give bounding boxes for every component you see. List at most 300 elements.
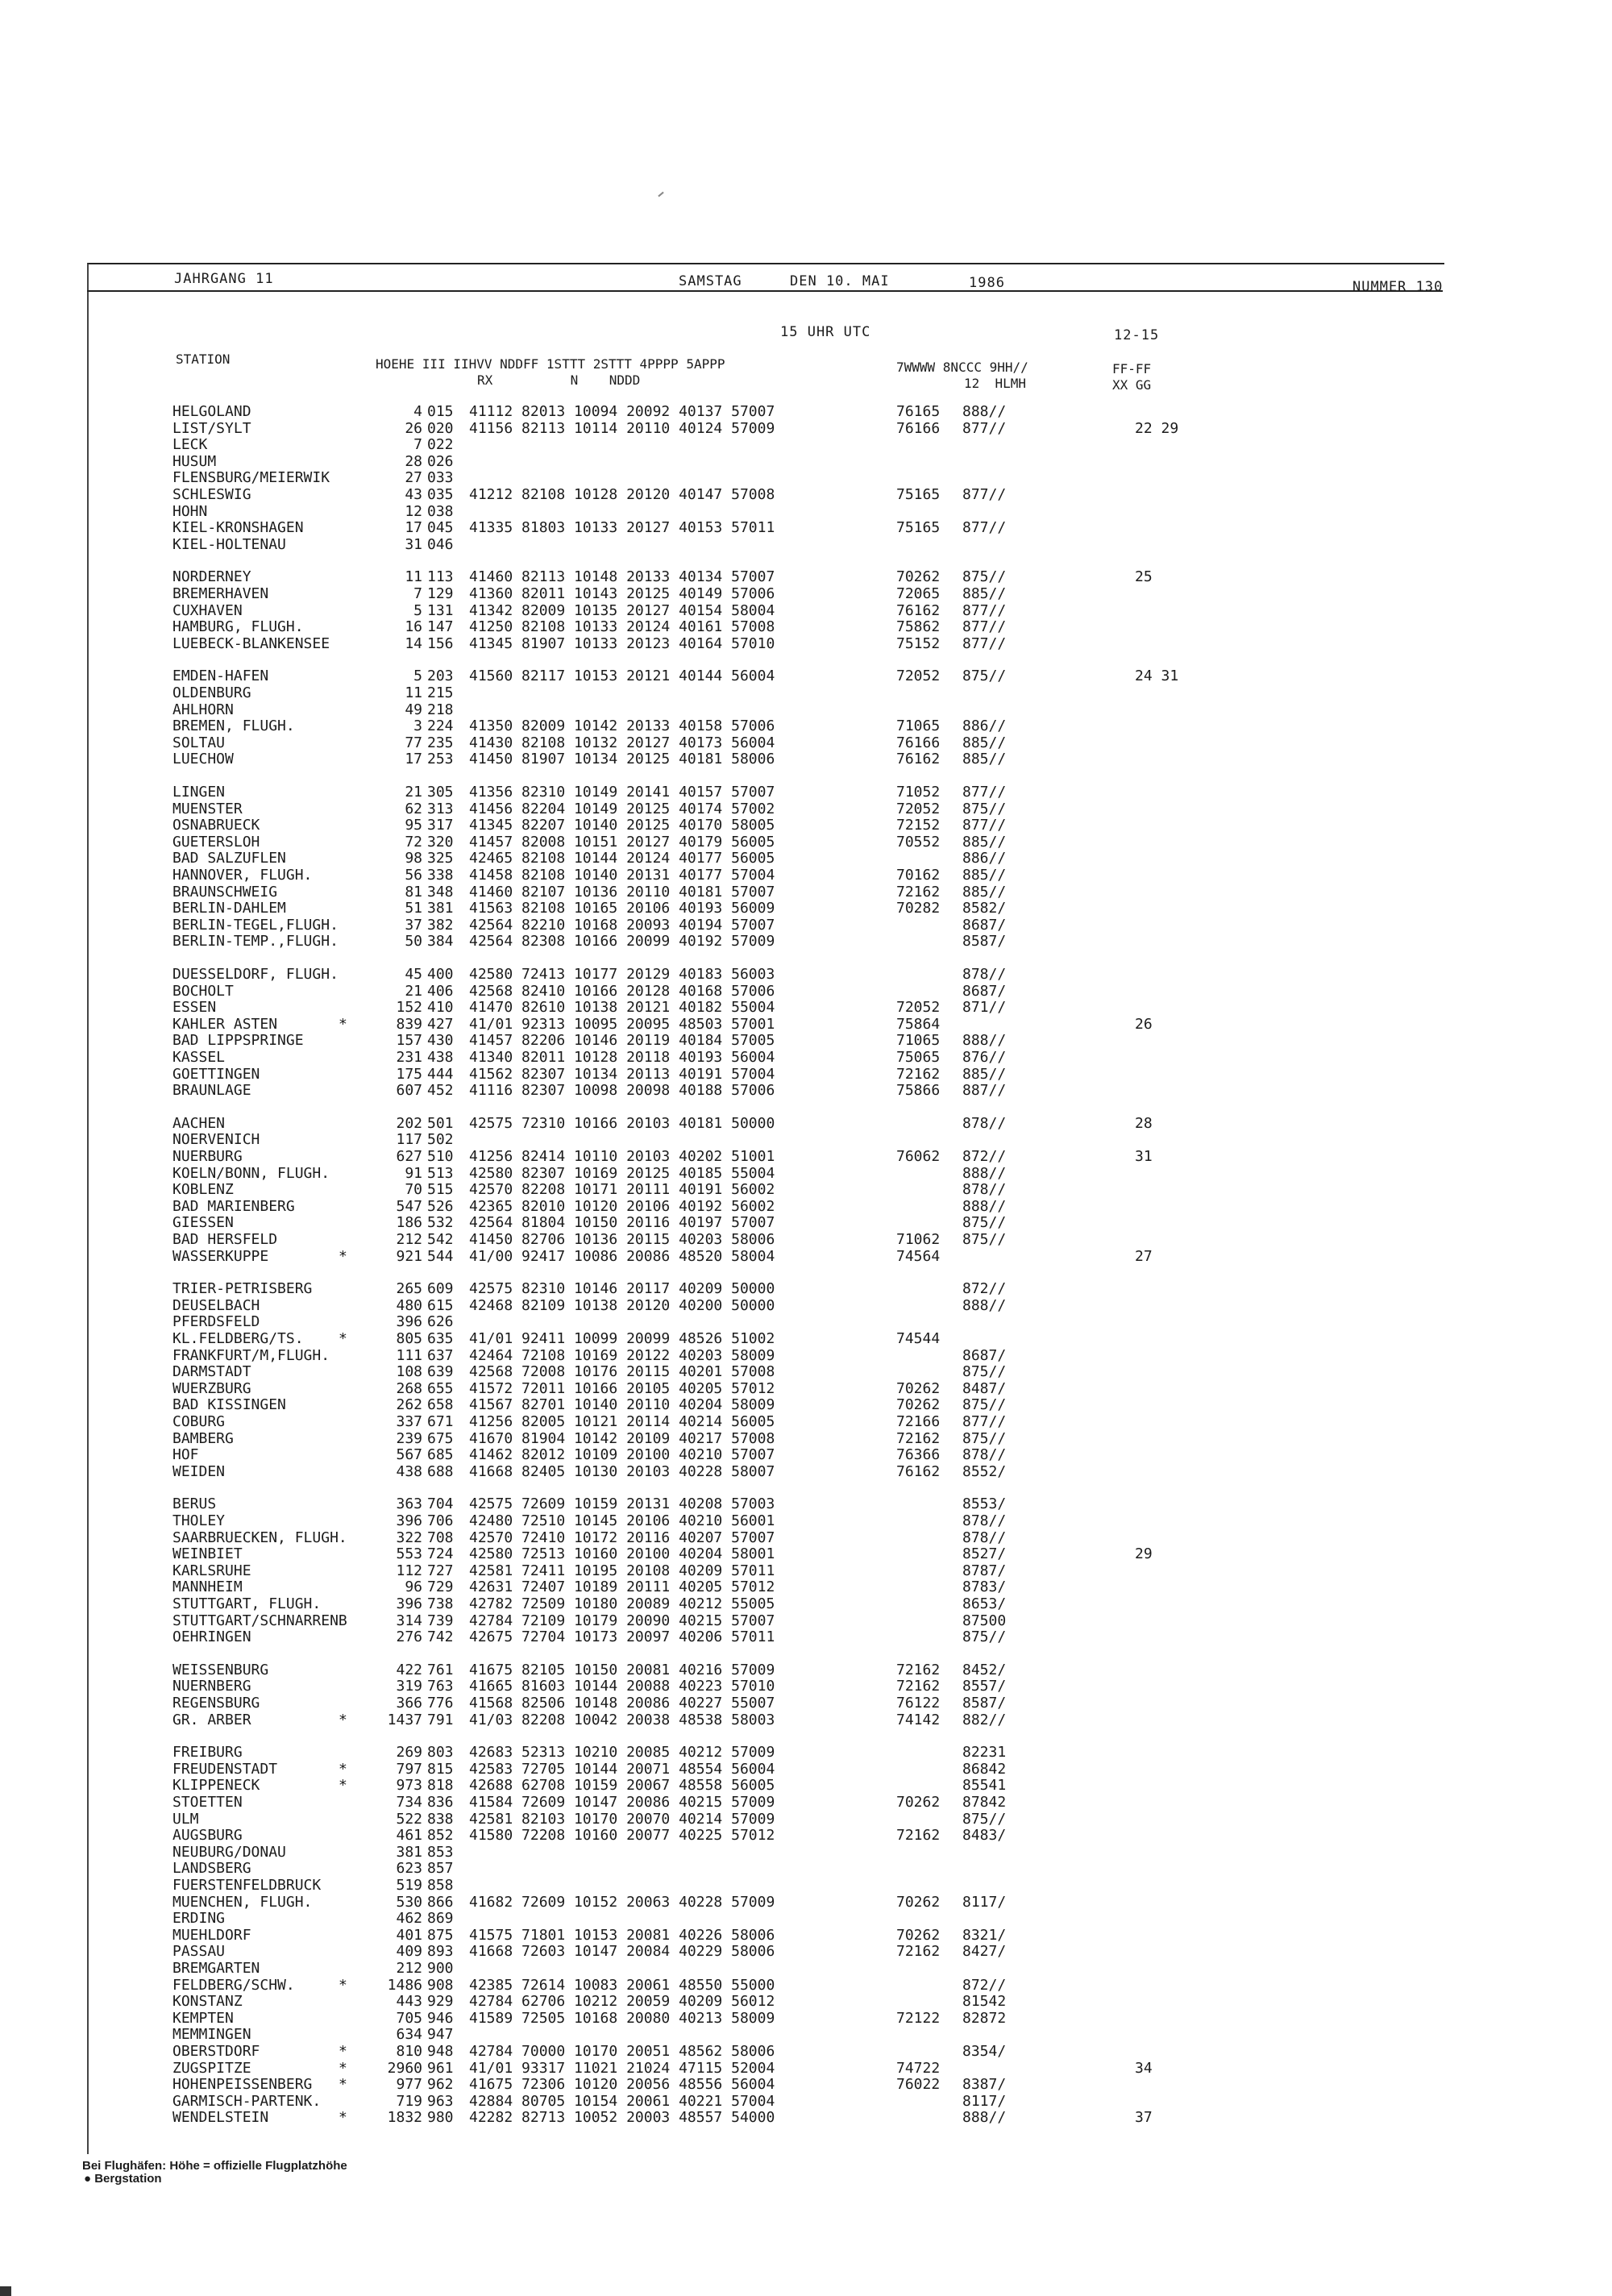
synop-groups: 41668 82405 10130 20103 40228 58007 bbox=[469, 1463, 775, 1480]
station-height: 175 bbox=[396, 1066, 422, 1083]
station-height: 212 bbox=[396, 1231, 422, 1248]
synop-groups: 42583 72705 10144 20071 48554 56004 bbox=[469, 1761, 775, 1778]
station-name: KL.FELDBERG/TS. bbox=[172, 1330, 304, 1347]
synop-groups: 41450 81907 10134 20125 40181 58006 bbox=[469, 751, 775, 767]
wind-gust: 28 bbox=[1135, 1115, 1153, 1132]
station-height: 28 bbox=[405, 453, 422, 470]
station-height: 567 bbox=[396, 1446, 422, 1463]
synop-groups: 41462 82012 10109 20100 40210 57007 bbox=[469, 1446, 775, 1463]
station-name: NORDERNEY bbox=[172, 568, 251, 585]
station-height: 239 bbox=[396, 1430, 422, 1447]
weather-group: 72162 bbox=[896, 1943, 941, 1960]
station-name: NUERBURG bbox=[172, 1148, 243, 1165]
cloud-group: 8553/ bbox=[962, 1495, 1007, 1512]
station-height: 45 bbox=[405, 966, 422, 983]
station-name: AUGSBURG bbox=[172, 1827, 243, 1844]
station-name: MEMMINGEN bbox=[172, 2026, 251, 2043]
cloud-group: 8687/ bbox=[962, 983, 1007, 1000]
synop-groups: 42784 62706 10212 20059 40209 56012 bbox=[469, 1993, 775, 2010]
station-id: 836 bbox=[427, 1794, 454, 1811]
station-id: 706 bbox=[427, 1512, 454, 1529]
station-name: BAD SALZUFLEN bbox=[172, 850, 286, 867]
column-groups-sub: RX N NDDD bbox=[477, 372, 641, 388]
station-height: 921 bbox=[396, 1248, 422, 1265]
station-name: BRAUNSCHWEIG bbox=[172, 884, 278, 901]
cloud-group: 877// bbox=[962, 519, 1007, 536]
station-name: HAMBURG, FLUGH. bbox=[172, 618, 304, 635]
station-name: KIEL-HOLTENAU bbox=[172, 536, 286, 553]
cloud-group: 886// bbox=[962, 718, 1007, 734]
column-wind-sub: XX GG bbox=[1112, 377, 1152, 393]
station-height: 3 bbox=[413, 718, 422, 734]
station-height: 21 bbox=[405, 784, 422, 801]
station-id: 430 bbox=[427, 1032, 454, 1049]
cloud-group: 886// bbox=[962, 850, 1007, 867]
weekday-label: SAMSTAG bbox=[679, 273, 742, 289]
station-name: SOLTAU bbox=[172, 734, 226, 751]
station-name: BOCHOLT bbox=[172, 983, 234, 1000]
weather-group: 76062 bbox=[896, 1148, 941, 1165]
weather-group: 71065 bbox=[896, 1032, 941, 1049]
station-id: 410 bbox=[427, 999, 454, 1016]
station-id: 615 bbox=[427, 1297, 454, 1314]
station-id: 129 bbox=[427, 585, 454, 602]
station-height: 396 bbox=[396, 1313, 422, 1330]
wind-gust: 37 bbox=[1135, 2109, 1153, 2126]
station-height: 705 bbox=[396, 2010, 422, 2027]
cloud-group: 872// bbox=[962, 1280, 1007, 1297]
cloud-group: 888// bbox=[962, 1032, 1007, 1049]
synop-groups: 41256 82005 10121 20114 40214 56005 bbox=[469, 1413, 775, 1430]
synop-groups: 41450 82706 10136 20115 40203 58006 bbox=[469, 1231, 775, 1248]
synop-groups: 42464 72108 10169 20122 40203 58009 bbox=[469, 1347, 775, 1364]
station-id: 763 bbox=[427, 1678, 454, 1695]
cloud-group: 888// bbox=[962, 1198, 1007, 1215]
cloud-group: 8387/ bbox=[962, 2076, 1007, 2093]
station-name: LANDSBERG bbox=[172, 1860, 251, 1877]
station-height: 231 bbox=[396, 1049, 422, 1066]
cloud-group: 888// bbox=[962, 1297, 1007, 1314]
wind-gust: 22 29 bbox=[1135, 420, 1179, 437]
synop-groups: 42683 52313 10210 20085 40212 57009 bbox=[469, 1744, 775, 1761]
weather-group: 72162 bbox=[896, 884, 941, 901]
station-height: 202 bbox=[396, 1115, 422, 1132]
issue-number: NUMMER 130 bbox=[1352, 279, 1444, 295]
synop-groups: 41/00 92417 10086 20086 48520 58004 bbox=[469, 1248, 775, 1265]
station-height: 56 bbox=[405, 867, 422, 884]
station-name: REGENSBURG bbox=[172, 1695, 260, 1712]
station-id: 946 bbox=[427, 2010, 454, 2027]
station-id: 948 bbox=[427, 2043, 454, 2060]
synop-groups: 42581 82103 10170 20070 40214 57009 bbox=[469, 1811, 775, 1828]
cloud-group: 875// bbox=[962, 568, 1007, 585]
station-id: 427 bbox=[427, 1016, 454, 1033]
station-id: 609 bbox=[427, 1280, 454, 1297]
station-height: 314 bbox=[396, 1612, 422, 1629]
station-id: 015 bbox=[427, 403, 454, 420]
station-id: 900 bbox=[427, 1960, 454, 1977]
station-height: 4 bbox=[413, 403, 422, 420]
synop-groups: 42564 82210 10168 20093 40194 57007 bbox=[469, 917, 775, 934]
synop-groups: 42465 82108 10144 20124 40177 56005 bbox=[469, 850, 775, 867]
cloud-group: 878// bbox=[962, 966, 1007, 983]
station-id: 875 bbox=[427, 1927, 454, 1944]
station-height: 805 bbox=[396, 1330, 422, 1347]
station-name: GARMISCH-PARTENK. bbox=[172, 2093, 322, 2110]
station-name: KASSEL bbox=[172, 1049, 226, 1066]
cloud-group: 882// bbox=[962, 1712, 1007, 1728]
station-height: 265 bbox=[396, 1280, 422, 1297]
station-height: 810 bbox=[396, 2043, 422, 2060]
station-id: 513 bbox=[427, 1165, 454, 1182]
station-id: 020 bbox=[427, 420, 454, 437]
station-name: KLIPPENECK bbox=[172, 1777, 260, 1794]
weather-group: 76022 bbox=[896, 2076, 941, 2093]
station-height: 530 bbox=[396, 1894, 422, 1911]
station-height: 977 bbox=[396, 2076, 422, 2093]
weather-group: 76166 bbox=[896, 420, 941, 437]
station-name: GR. ARBER bbox=[172, 1712, 251, 1728]
station-name: KARLSRUHE bbox=[172, 1562, 251, 1579]
mountain-station-marker: * bbox=[339, 1330, 347, 1347]
station-height: 49 bbox=[405, 701, 422, 718]
station-height: 480 bbox=[396, 1297, 422, 1314]
station-id: 502 bbox=[427, 1131, 454, 1148]
weather-group: 76165 bbox=[896, 403, 941, 420]
weather-group: 75864 bbox=[896, 1016, 941, 1033]
station-height: 43 bbox=[405, 486, 422, 503]
mountain-station-marker: * bbox=[339, 1777, 347, 1794]
station-name: DARMSTADT bbox=[172, 1363, 251, 1380]
station-name: TRIER-PETRISBERG bbox=[172, 1280, 313, 1297]
weather-group: 70262 bbox=[896, 568, 941, 585]
station-height: 422 bbox=[396, 1662, 422, 1678]
station-id: 542 bbox=[427, 1231, 454, 1248]
weather-group: 70262 bbox=[896, 1894, 941, 1911]
station-height: 519 bbox=[396, 1877, 422, 1894]
synop-groups: 42568 82410 10166 20128 40168 57006 bbox=[469, 983, 775, 1000]
station-name: ESSEN bbox=[172, 999, 217, 1016]
station-height: 401 bbox=[396, 1927, 422, 1944]
weather-group: 74564 bbox=[896, 1248, 941, 1265]
station-name: SCHLESWIG bbox=[172, 486, 251, 503]
cloud-group: 8587/ bbox=[962, 1695, 1007, 1712]
cloud-group: 872// bbox=[962, 1977, 1007, 1994]
station-height: 438 bbox=[396, 1463, 422, 1480]
station-name: ERDING bbox=[172, 1910, 226, 1927]
synop-groups: 41668 72603 10147 20084 40229 58006 bbox=[469, 1943, 775, 1960]
station-height: 37 bbox=[405, 917, 422, 934]
station-name: EMDEN-HAFEN bbox=[172, 668, 269, 684]
station-name: LIST/SYLT bbox=[172, 420, 251, 437]
station-name: KEMPTEN bbox=[172, 2010, 234, 2027]
station-name: BAD MARIENBERG bbox=[172, 1198, 295, 1215]
mountain-station-marker: * bbox=[339, 2043, 347, 2060]
weather-group: 72162 bbox=[896, 1662, 941, 1678]
mountain-station-marker: * bbox=[339, 1977, 347, 1994]
station-id: 038 bbox=[427, 503, 454, 520]
station-name: BERLIN-TEMP.,FLUGH. bbox=[172, 933, 339, 950]
cloud-group: 8557/ bbox=[962, 1678, 1007, 1695]
cloud-group: 877// bbox=[962, 420, 1007, 437]
wind-gust: 25 bbox=[1135, 568, 1153, 585]
synop-groups: 42631 72407 10189 20111 40205 57012 bbox=[469, 1578, 775, 1595]
station-height: 5 bbox=[413, 602, 422, 619]
mountain-station-marker: * bbox=[339, 1761, 347, 1778]
station-id: 022 bbox=[427, 436, 454, 453]
synop-groups: 41/01 93317 11021 21024 47115 52004 bbox=[469, 2060, 775, 2077]
station-name: BERLIN-TEGEL,FLUGH. bbox=[172, 917, 339, 934]
station-id: 685 bbox=[427, 1446, 454, 1463]
station-height: 27 bbox=[405, 469, 422, 486]
station-name: BAD HERSFELD bbox=[172, 1231, 278, 1248]
station-name: HOHN bbox=[172, 503, 208, 520]
weather-group: 70262 bbox=[896, 1396, 941, 1413]
station-id: 838 bbox=[427, 1811, 454, 1828]
weather-group: 72065 bbox=[896, 585, 941, 602]
station-id: 818 bbox=[427, 1777, 454, 1794]
synop-groups: 41572 72011 10166 20105 40205 57012 bbox=[469, 1380, 775, 1397]
station-id: 218 bbox=[427, 701, 454, 718]
station-name: OLDENBURG bbox=[172, 684, 251, 701]
station-id: 313 bbox=[427, 801, 454, 817]
station-name: NUERNBERG bbox=[172, 1678, 251, 1695]
weather-group: 76162 bbox=[896, 602, 941, 619]
station-id: 962 bbox=[427, 2076, 454, 2093]
station-height: 51 bbox=[405, 900, 422, 917]
station-height: 72 bbox=[405, 834, 422, 851]
station-height: 5 bbox=[413, 668, 422, 684]
station-name: ULM bbox=[172, 1811, 199, 1828]
station-height: 443 bbox=[396, 1993, 422, 2010]
station-id: 215 bbox=[427, 684, 454, 701]
station-id: 980 bbox=[427, 2109, 454, 2126]
station-id: 026 bbox=[427, 453, 454, 470]
cloud-group: 875// bbox=[962, 1430, 1007, 1447]
station-name: OBERSTDORF bbox=[172, 2043, 260, 2060]
weather-group: 72052 bbox=[896, 999, 941, 1016]
station-id: 544 bbox=[427, 1248, 454, 1265]
station-id: 858 bbox=[427, 1877, 454, 1894]
station-id: 776 bbox=[427, 1695, 454, 1712]
station-height: 1832 bbox=[387, 2109, 422, 2126]
station-height: 21 bbox=[405, 983, 422, 1000]
scan-mark-bottom bbox=[0, 2286, 11, 2296]
wind-gust: 29 bbox=[1135, 1545, 1153, 1562]
station-name: BAD LIPPSPRINGE bbox=[172, 1032, 304, 1049]
station-name: BREMGARTEN bbox=[172, 1960, 260, 1977]
weather-group: 76162 bbox=[896, 1463, 941, 1480]
station-name: GIESSEN bbox=[172, 1214, 234, 1231]
weather-group: 72122 bbox=[896, 2010, 941, 2027]
station-name: BAMBERG bbox=[172, 1430, 234, 1447]
station-height: 337 bbox=[396, 1413, 422, 1430]
cloud-group: 878// bbox=[962, 1115, 1007, 1132]
weather-group: 70162 bbox=[896, 867, 941, 884]
station-height: 186 bbox=[396, 1214, 422, 1231]
station-id: 675 bbox=[427, 1430, 454, 1447]
station-id: 947 bbox=[427, 2026, 454, 2043]
synop-groups: 42480 72510 10145 20106 40210 56001 bbox=[469, 1512, 775, 1529]
station-id: 729 bbox=[427, 1578, 454, 1595]
cloud-group: 888// bbox=[962, 403, 1007, 420]
cloud-group: 877// bbox=[962, 784, 1007, 801]
cloud-group: 885// bbox=[962, 585, 1007, 602]
station-height: 7 bbox=[413, 436, 422, 453]
station-id: 724 bbox=[427, 1545, 454, 1562]
station-id: 147 bbox=[427, 618, 454, 635]
station-name: OSNABRUECK bbox=[172, 817, 260, 834]
cloud-group: 877// bbox=[962, 1413, 1007, 1430]
cloud-group: 8427/ bbox=[962, 1943, 1007, 1960]
synop-groups: 41345 81907 10133 20123 40164 57010 bbox=[469, 635, 775, 652]
synop-groups: 41470 82610 10138 20121 40182 55004 bbox=[469, 999, 775, 1016]
synop-groups: 41457 82008 10151 20127 40179 56005 bbox=[469, 834, 775, 851]
station-name: GUETERSLOH bbox=[172, 834, 260, 851]
cloud-group: 86842 bbox=[962, 1761, 1007, 1778]
cloud-group: 878// bbox=[962, 1181, 1007, 1198]
station-name: STUTTGART, FLUGH. bbox=[172, 1595, 322, 1612]
synop-groups: 41460 82113 10148 20133 40134 57007 bbox=[469, 568, 775, 585]
synop-groups: 42884 80705 10154 20061 40221 57004 bbox=[469, 2093, 775, 2110]
station-height: 276 bbox=[396, 1628, 422, 1645]
station-id: 510 bbox=[427, 1148, 454, 1165]
synop-groups: 41563 82108 10165 20106 40193 56009 bbox=[469, 900, 775, 917]
station-height: 96 bbox=[405, 1578, 422, 1595]
weather-group: 72162 bbox=[896, 1827, 941, 1844]
station-height: 322 bbox=[396, 1529, 422, 1546]
station-height: 108 bbox=[396, 1363, 422, 1380]
station-id: 908 bbox=[427, 1977, 454, 1994]
synop-groups: 41584 72609 10147 20086 40215 57009 bbox=[469, 1794, 775, 1811]
station-id: 400 bbox=[427, 966, 454, 983]
station-height: 26 bbox=[405, 420, 422, 437]
station-id: 929 bbox=[427, 1993, 454, 2010]
station-name: CUXHAVEN bbox=[172, 602, 243, 619]
station-height: 839 bbox=[396, 1016, 422, 1033]
station-id: 853 bbox=[427, 1844, 454, 1861]
date-label: DEN 10. MAI bbox=[790, 273, 890, 289]
synop-groups: 41/03 82208 10042 20038 48538 58003 bbox=[469, 1712, 775, 1728]
weather-group: 72162 bbox=[896, 1066, 941, 1083]
station-name: MUENSTER bbox=[172, 801, 243, 817]
station-height: 7 bbox=[413, 585, 422, 602]
station-height: 31 bbox=[405, 536, 422, 553]
station-id: 866 bbox=[427, 1894, 454, 1911]
synop-groups: 41665 81603 10144 20088 40223 57010 bbox=[469, 1678, 775, 1695]
synop-groups: 42580 72413 10177 20129 40183 56003 bbox=[469, 966, 775, 983]
station-name: WEISSENBURG bbox=[172, 1662, 269, 1678]
station-height: 50 bbox=[405, 933, 422, 950]
column-wind: FF-FF bbox=[1112, 361, 1152, 376]
station-id: 203 bbox=[427, 668, 454, 684]
synop-groups: 42782 72509 10180 20089 40212 55005 bbox=[469, 1595, 775, 1612]
station-height: 623 bbox=[396, 1860, 422, 1877]
synop-groups: 42570 82208 10171 20111 40191 56002 bbox=[469, 1181, 775, 1198]
station-height: 16 bbox=[405, 618, 422, 635]
station-height: 366 bbox=[396, 1695, 422, 1712]
synop-groups: 41562 82307 10134 20113 40191 57004 bbox=[469, 1066, 775, 1083]
cloud-group: 885// bbox=[962, 884, 1007, 901]
station-name: HOHENPEISSENBERG bbox=[172, 2076, 313, 2093]
station-name: FRANKFURT/M,FLUGH. bbox=[172, 1347, 330, 1364]
cloud-group: 877// bbox=[962, 618, 1007, 635]
station-height: 14 bbox=[405, 635, 422, 652]
column-weather: 7WWWW 8NCCC 9HH// bbox=[896, 360, 1028, 375]
cloud-group: 877// bbox=[962, 817, 1007, 834]
weather-group: 76166 bbox=[896, 734, 941, 751]
station-name: OEHRINGEN bbox=[172, 1628, 251, 1645]
wind-gust: 31 bbox=[1135, 1148, 1153, 1165]
station-name: AACHEN bbox=[172, 1115, 226, 1132]
station-name: WUERZBURG bbox=[172, 1380, 251, 1397]
cloud-group: 877// bbox=[962, 635, 1007, 652]
synop-groups: 42564 81804 10150 20116 40197 57007 bbox=[469, 1214, 775, 1231]
mountain-station-marker: * bbox=[339, 2109, 347, 2126]
station-id: 224 bbox=[427, 718, 454, 734]
station-name: KAHLER ASTEN bbox=[172, 1016, 278, 1033]
cloud-group: 8354/ bbox=[962, 2043, 1007, 2060]
cloud-group: 877// bbox=[962, 486, 1007, 503]
wind-gust: 27 bbox=[1135, 1248, 1153, 1265]
station-id: 688 bbox=[427, 1463, 454, 1480]
synop-groups: 42580 72513 10160 20100 40204 58001 bbox=[469, 1545, 775, 1562]
station-name: MUENCHEN, FLUGH. bbox=[172, 1894, 313, 1911]
cloud-group: 878// bbox=[962, 1446, 1007, 1463]
cloud-group: 885// bbox=[962, 867, 1007, 884]
cloud-group: 875// bbox=[962, 1231, 1007, 1248]
station-name: FLENSBURG/MEIERWIK bbox=[172, 469, 330, 486]
station-height: 262 bbox=[396, 1396, 422, 1413]
synop-groups: 42581 72411 10195 20108 40209 57011 bbox=[469, 1562, 775, 1579]
cloud-group: 8452/ bbox=[962, 1662, 1007, 1678]
station-name: HUSUM bbox=[172, 453, 217, 470]
synop-groups: 42468 82109 10138 20120 40200 50000 bbox=[469, 1297, 775, 1314]
station-name: BERLIN-DAHLEM bbox=[172, 900, 286, 917]
station-height: 95 bbox=[405, 817, 422, 834]
synop-groups: 41567 82701 10140 20110 40204 58009 bbox=[469, 1396, 775, 1413]
weather-group: 72052 bbox=[896, 801, 941, 817]
station-id: 803 bbox=[427, 1744, 454, 1761]
weather-group: 71065 bbox=[896, 718, 941, 734]
weather-group: 72052 bbox=[896, 668, 941, 684]
synop-groups: 42688 62708 10159 20067 48558 56005 bbox=[469, 1777, 775, 1794]
station-height: 212 bbox=[396, 1960, 422, 1977]
station-name: AHLHORN bbox=[172, 701, 234, 718]
synop-groups: 41458 82108 10140 20131 40177 57004 bbox=[469, 867, 775, 884]
weather-group: 72162 bbox=[896, 1430, 941, 1447]
station-name: HELGOLAND bbox=[172, 403, 251, 420]
weather-group: 75152 bbox=[896, 635, 941, 652]
weather-group: 75165 bbox=[896, 519, 941, 536]
cloud-group: 8117/ bbox=[962, 2093, 1007, 2110]
weather-group: 70262 bbox=[896, 1794, 941, 1811]
synop-groups: 41682 72609 10152 20063 40228 57009 bbox=[469, 1894, 775, 1911]
station-name: PASSAU bbox=[172, 1943, 226, 1960]
synop-groups: 41670 81904 10142 20109 40217 57008 bbox=[469, 1430, 775, 1447]
station-id: 963 bbox=[427, 2093, 454, 2110]
synop-groups: 41156 82113 10114 20110 40124 57009 bbox=[469, 420, 775, 437]
cloud-group: 875// bbox=[962, 1396, 1007, 1413]
cloud-group: 8582/ bbox=[962, 900, 1007, 917]
station-name: SAARBRUECKEN, FLUGH. bbox=[172, 1529, 347, 1546]
station-name: ZUGSPITZE bbox=[172, 2060, 251, 2077]
station-height: 111 bbox=[396, 1347, 422, 1364]
station-height: 797 bbox=[396, 1761, 422, 1778]
station-id: 626 bbox=[427, 1313, 454, 1330]
column-station: STATION bbox=[176, 351, 231, 367]
station-name: MUEHLDORF bbox=[172, 1927, 251, 1944]
